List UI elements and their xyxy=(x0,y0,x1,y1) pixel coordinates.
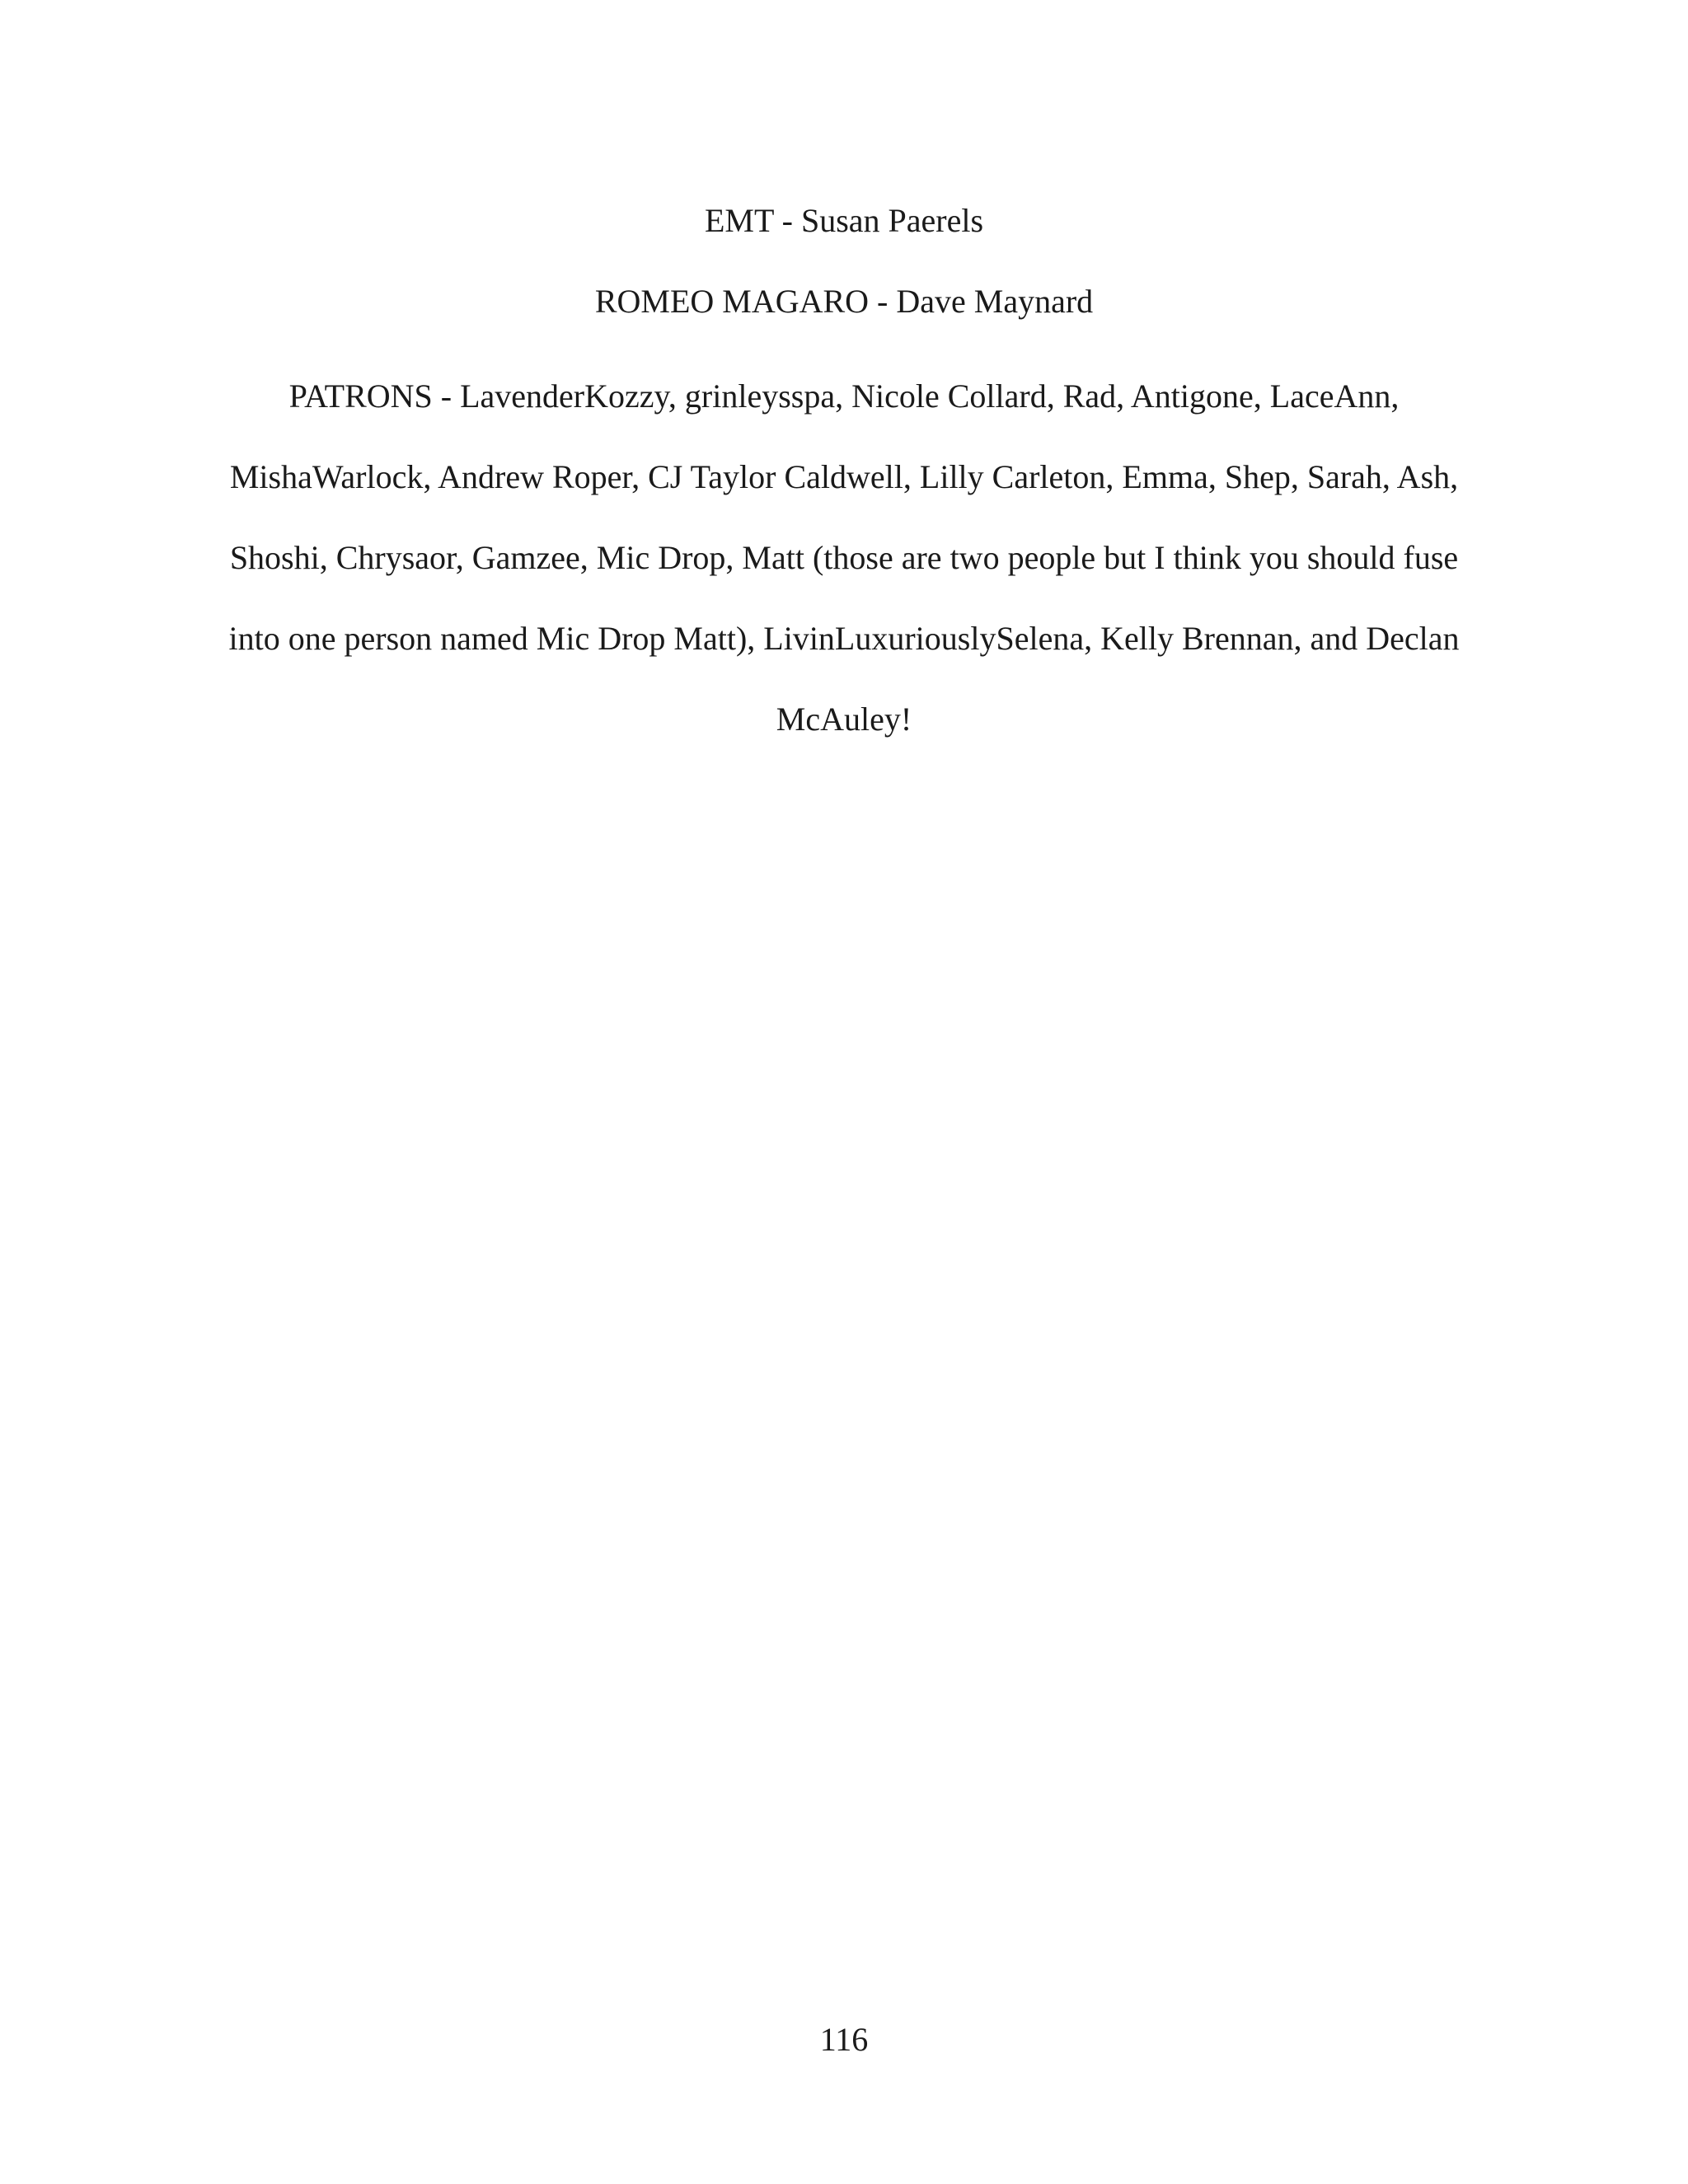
credit-romeo-magaro: ROMEO MAGARO - Dave Maynard xyxy=(594,283,1094,320)
credit-patrons: PATRONS - LavenderKozzy, grinleysspa, Nicole Collard, Rad, Antigone, LaceAnn, MishaWarlock, Andrew Roper, CJ Taylor Caldwell, Lilly Carleton, Emma, Shep, Sarah, Ash, Shoshi, Chrysaor, Gamzee, Mic Drop, Matt (those are two people but I think you should fuse into one person named Mic Drop Matt), LivinLuxuriouslySelena, Kelly Brennan, and Declan McAuley! xyxy=(228,377,1460,738)
page-number: 116 xyxy=(819,2021,869,2058)
credit-emt: EMT - Susan Paerels xyxy=(704,202,984,239)
